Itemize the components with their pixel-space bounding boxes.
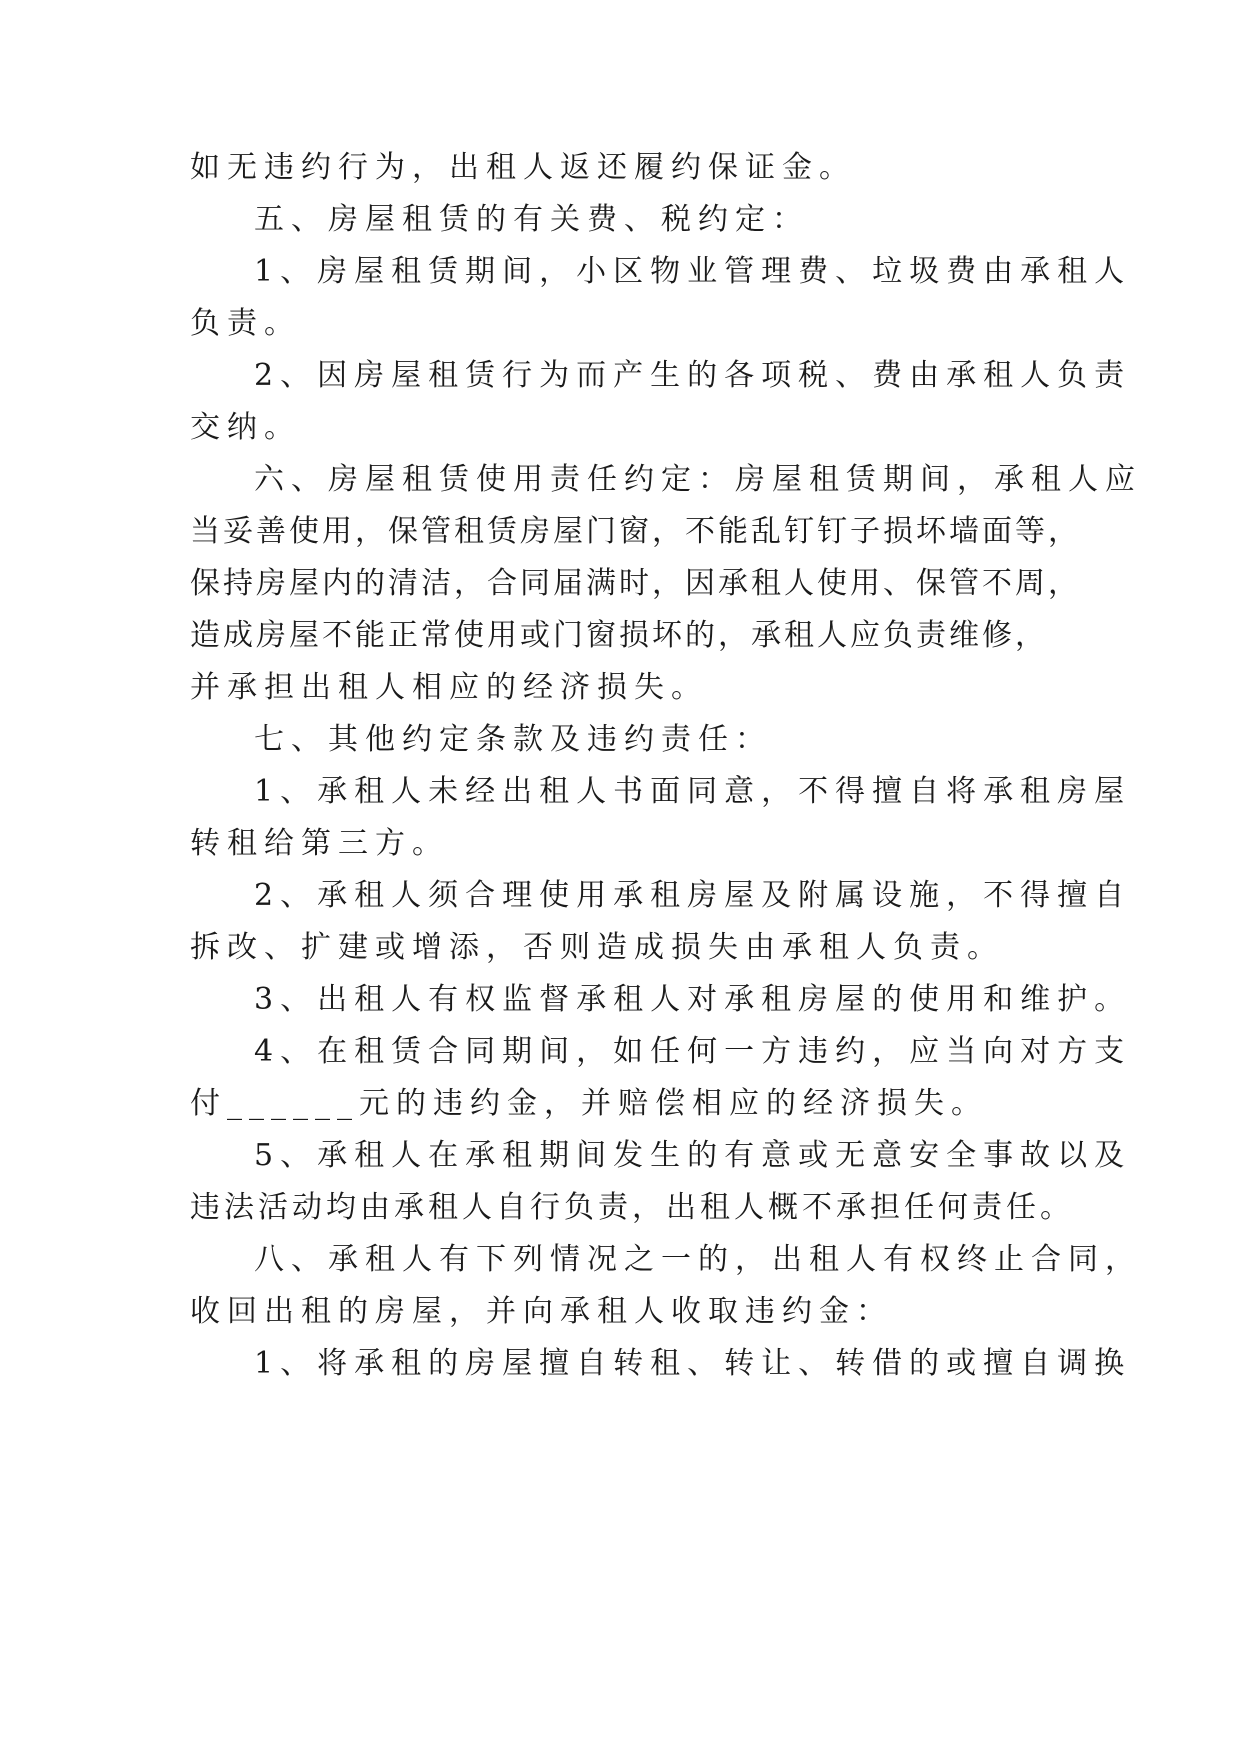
text-line: 拆改、扩建或增添，否则造成损失由承租人负责。 [190, 930, 1004, 965]
text-line: 保持房屋内的清洁，合同届满时，因承租人使用、保管不周， [190, 566, 1081, 601]
text-line: 如无违约行为，出租人返还履约保证金。 [190, 150, 856, 185]
text-line: 2、承租人须合理使用承租房屋及附属设施，不得擅自 [254, 878, 1132, 913]
text-line: 转租给第三方。 [190, 826, 449, 861]
section-heading-5: 五、房屋租赁的有关费、税约定： [254, 202, 809, 237]
text-line: 5、承租人在承租期间发生的有意或无意安全事故以及 [254, 1138, 1132, 1173]
text-line: 造成房屋不能正常使用或门窗损坏的，承租人应负责维修， [190, 618, 1048, 653]
section-heading-7: 七、其他约定条款及违约责任： [254, 722, 772, 757]
text-line: 当妥善使用，保管租赁房屋门窗，不能乱钉钉子损坏墙面等， [190, 514, 1081, 549]
text-line: 4、在租赁合同期间，如任何一方违约，应当向对方支 [254, 1034, 1132, 1069]
text-line: 收回出租的房屋，并向承租人收取违约金： [190, 1294, 893, 1329]
text-line: 1、房屋租赁期间，小区物业管理费、垃圾费由承租人 [254, 254, 1132, 289]
text-line: 付______元的违约金，并赔偿相应的经济损失。 [190, 1086, 988, 1121]
text-line: 并承担出租人相应的经济损失。 [190, 670, 708, 705]
section-heading-8: 八、承租人有下列情况之一的，出租人有权终止合同， [254, 1242, 1142, 1277]
text-line: 交纳。 [190, 410, 301, 445]
text-line: 2、因房屋租赁行为而产生的各项税、费由承租人负责 [254, 358, 1132, 393]
text-line: 1、承租人未经出租人书面同意，不得擅自将承租房屋 [254, 774, 1132, 809]
text-line: 1、将承租的房屋擅自转租、转让、转借的或擅自调换 [254, 1346, 1132, 1381]
text-line: 3、出租人有权监督承租人对承租房屋的使用和维护。 [254, 982, 1132, 1017]
text-line: 违法活动均由承租人自行负责，出租人概不承担任何责任。 [190, 1190, 1074, 1225]
section-heading-6: 六、房屋租赁使用责任约定：房屋租赁期间，承租人应 [254, 462, 1142, 497]
text-line: 负责。 [190, 306, 301, 341]
